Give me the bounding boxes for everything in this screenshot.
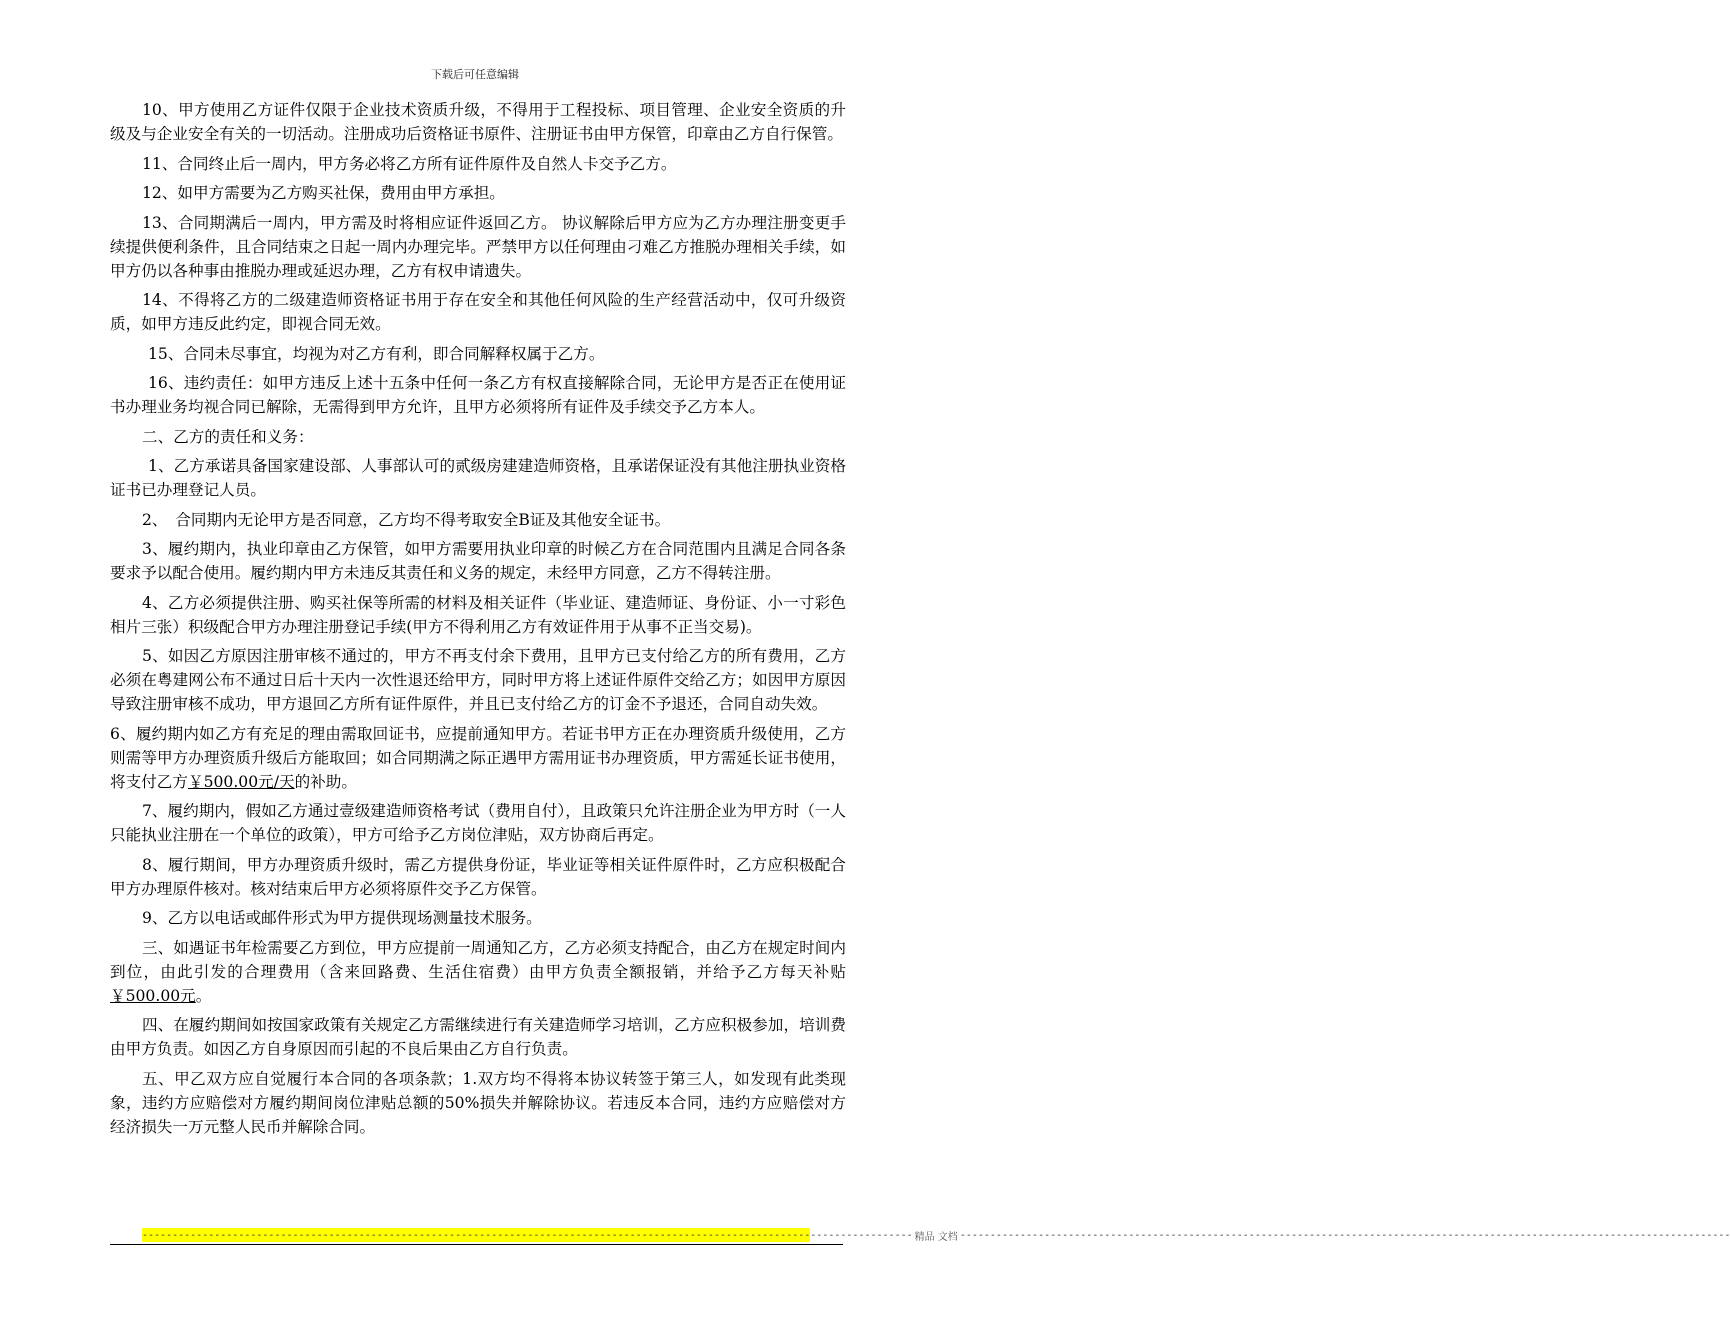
section-three-tail: 。 (195, 986, 212, 1005)
clause-10: 10、甲方使用乙方证件仅限于企业技术资质升级，不得用于工程投标、项目管理、企业安全资质的升级及与企业安全有关的一切活动。注册成功后资格证书原件、注册证书由甲方保管，印章由乙方自行保管。 (110, 101, 846, 143)
party-b-item-4: 4、乙方必须提供注册、购买社保等所需的材料及相关证件（毕业证、建造师证、身份证、小一寸彩色相片三张）积级配合甲方办理注册登记手续(甲方不得利用乙方有效证件用于从事不正当交易)。 (110, 593, 846, 636)
item-6-text: 6、履约期内如乙方有充足的理由需取回证书，应提前通知甲方。若证书甲方正在办理资质升级使用，乙方则需等甲方办理资质升级后方能取回；如合同期满之际正遇甲方需用证书办理资质，甲方需延长证书使用，将支付乙方 (110, 724, 846, 791)
clause-11: 11、合同终止后一周内，甲方务必将乙方所有证件原件及自然人卡交予乙方。 (142, 154, 677, 173)
clause-13: 13、合同期满后一周内，甲方需及时将相应证件返回乙方。 协议解除后甲方应为乙方办理注册变更手续提供便利条件，且合同结束之日起一周内办理完毕。严禁甲方以任何理由刁难乙方推脱办理相关手续，如甲方仍以各种事由推脱办理或延迟办理，乙方有权申请遗失。 (110, 213, 846, 280)
section-three-text: 三、如遇证书年检需要乙方到位，甲方应提前一周通知乙方，乙方必须支持配合，由乙方在规定时间内到位，由此引发的合理费用（含来回路费、生活住宿费）由甲方负责全额报销，并给予乙方每天补贴 (110, 938, 846, 981)
party-b-item-8: 8、履行期间，甲方办理资质升级时，需乙方提供身份证，毕业证等相关证件原件时，乙方应积极配合甲方办理原件核对。核对结束后甲方必须将原件交予乙方保管。 (110, 855, 846, 898)
contract-body (110, 98, 846, 1144)
party-b-item-2: 2、 合同期内无论甲方是否同意，乙方均不得考取安全B证及其他安全证书。 (142, 510, 671, 529)
section-heading-party-b: 二、乙方的责任和义务： (142, 427, 314, 446)
daily-subsidy-amount: ￥500.00元/天 (187, 772, 295, 791)
clause-15: 15、合同未尽事宜，均视为对乙方有利，即合同解释权属于乙方。 (148, 344, 605, 363)
footer-rule (110, 1244, 843, 1245)
party-b-item-1: 1、乙方承诺具备国家建设部、人事部认可的贰级房建建造师资格，且承诺保证没有其他注册执业资格证书已办理登记人员。 (110, 457, 846, 499)
footer-highlight-band (142, 1228, 1730, 1243)
party-b-item-5: 5、如因乙方原因注册审核不通过的，甲方不再支付余下费用，且甲方已支付给乙方的所有费用，乙方必须在粤建网公布不通过日后十天内一次性退还给甲方，同时甲方将上述证件原件交给乙方；如因甲方原因导致注册审核不成功，甲方退回乙方所有证件原件，并且已支付给乙方的订金不予退还，合同自动失效。 (110, 647, 846, 713)
annual-check-subsidy: ￥500.00元 (110, 986, 196, 1005)
clause-16: 16、违约责任：如甲方违反上述十五条中任何一条乙方有权直接解除合同，无论甲方是否正在使用证书办理业务均视合同已解除，无需得到甲方允许，且甲方必须将所有证件及手续交予乙方本人。 (110, 374, 846, 416)
party-b-item-7: 7、履约期内，假如乙方通过壹级建造师资格考试（费用自付），且政策只允许注册企业为甲方时（一人只能执业注册在一个单位的政策），甲方可给予乙方岗位津贴，双方协商后再定。 (110, 802, 846, 844)
item-6-tail: 的补助。 (294, 772, 357, 791)
footer-dash-left: -------------------------------------------------------------------------------------------------------------------------------- (142, 1229, 913, 1241)
section-four: 四、在履约期间如按国家政策有关规定乙方需继续进行有关建造师学习培训，乙方应积极参加，培训费由甲方负责。如因乙方自身原因而引起的不良后果由乙方自行负责。 (110, 1016, 846, 1058)
header-note: 下载后可任意编辑 (431, 68, 519, 81)
party-b-item-9: 9、乙方以电话或邮件形式为甲方提供现场测量技术服务。 (142, 909, 542, 927)
footer-dash-right: -------------------------------------------------------------------------------------------------------------------------------- (959, 1229, 1730, 1241)
party-b-item-6 (110, 722, 846, 794)
clause-14: 14、不得将乙方的二级建造师资格证书用于存在安全和其他任何风险的生产经营活动中，仅可升级资质，如甲方违反此约定，即视合同无效。 (110, 291, 846, 333)
party-b-item-3: 3、履约期内，执业印章由乙方保管，如甲方需要用执业印章的时候乙方在合同范围内且满足合同各条要求予以配合使用。履约期内甲方未违反其责任和义务的规定，未经甲方同意，乙方不得转注册。 (110, 540, 846, 582)
section-five: 五、甲乙双方应自觉履行本合同的各项条款；1.双方均不得将本协议转签于第三人，如发现有此类现象，违约方应赔偿对方履约期间岗位津贴总额的50%损失并解除协议。若违反本合同，违约方应赔偿对方经济损失一万元整人民币并解除合同。 (110, 1069, 846, 1136)
clause-12: 12、如甲方需要为乙方购买社保，费用由甲方承担。 (142, 184, 505, 202)
section-three (110, 936, 846, 1008)
footer-label: 精品 文档 (914, 1231, 958, 1243)
